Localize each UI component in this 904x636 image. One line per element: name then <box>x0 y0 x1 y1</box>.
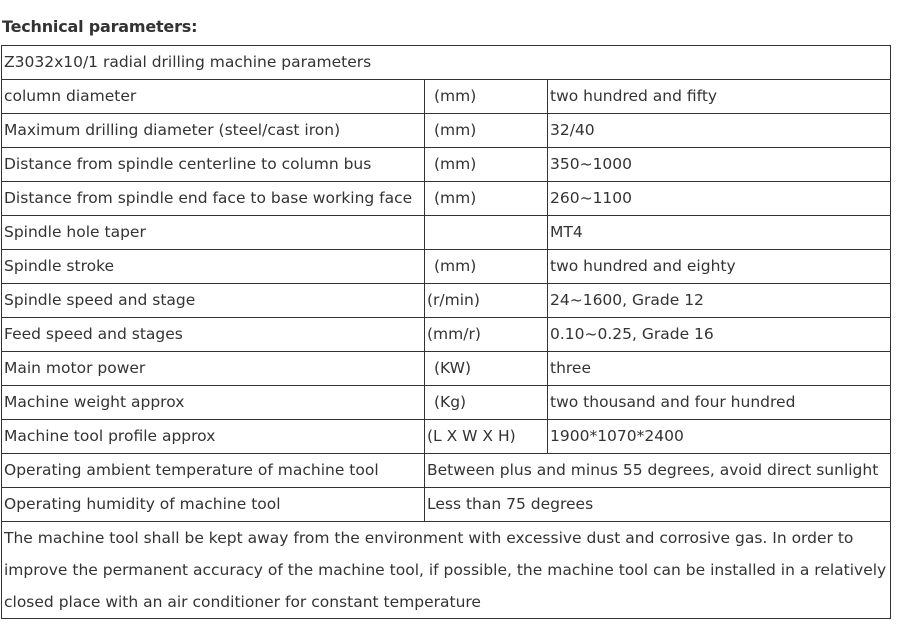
param-unit: (KW) <box>425 352 548 386</box>
param-unit: (mm) <box>425 80 548 114</box>
param-label: Spindle speed and stage <box>2 284 425 318</box>
table-row <box>2 250 891 284</box>
param-value: 32/40 <box>548 114 891 148</box>
page-heading: Technical parameters: <box>2 17 198 36</box>
param-value: Less than 75 degrees <box>425 488 891 522</box>
table-row <box>2 216 891 250</box>
param-value: MT4 <box>548 216 891 250</box>
table-note: The machine tool shall be kept away from the environment with excessive dust and corrosive gas. In order to improve the permanent accuracy of the machine tool, if possible, the machine tool can be installed in a relatively closed place with an air conditioner for constant temperature <box>2 522 891 619</box>
param-label: Distance from spindle end face to base working face <box>2 182 425 216</box>
table-note-row <box>2 522 891 619</box>
table-title: Z3032x10/1 radial drilling machine parameters <box>2 46 891 80</box>
table-row <box>2 114 891 148</box>
param-value: three <box>548 352 891 386</box>
param-label: Spindle stroke <box>2 250 425 284</box>
table-row <box>2 148 891 182</box>
param-label: Operating humidity of machine tool <box>2 488 425 522</box>
param-value: 0.10~0.25, Grade 16 <box>548 318 891 352</box>
param-value: two hundred and fifty <box>548 80 891 114</box>
param-value: two hundred and eighty <box>548 250 891 284</box>
param-value: 260~1100 <box>548 182 891 216</box>
param-label: Operating ambient temperature of machine tool <box>2 454 425 488</box>
param-value: 350~1000 <box>548 148 891 182</box>
param-label: Distance from spindle centerline to column bus <box>2 148 425 182</box>
param-label: Machine weight approx <box>2 386 425 420</box>
table-row <box>2 182 891 216</box>
table-row <box>2 420 891 454</box>
param-unit: (mm) <box>425 148 548 182</box>
table-title-row <box>2 46 891 80</box>
param-label: Machine tool profile approx <box>2 420 425 454</box>
param-label: Spindle hole taper <box>2 216 425 250</box>
table-row <box>2 386 891 420</box>
param-label: column diameter <box>2 80 425 114</box>
table-row <box>2 318 891 352</box>
param-value: two thousand and four hundred <box>548 386 891 420</box>
param-value: Between plus and minus 55 degrees, avoid direct sunlight <box>425 454 891 488</box>
param-label: Maximum drilling diameter (steel/cast iron) <box>2 114 425 148</box>
param-label: Main motor power <box>2 352 425 386</box>
param-label: Feed speed and stages <box>2 318 425 352</box>
param-unit: (mm) <box>425 182 548 216</box>
param-value: 24~1600, Grade 12 <box>548 284 891 318</box>
table-row <box>2 284 891 318</box>
table-row <box>2 488 891 522</box>
param-unit: (r/min) <box>425 284 548 318</box>
table-row <box>2 80 891 114</box>
table-row <box>2 454 891 488</box>
param-unit <box>425 216 548 250</box>
param-unit: (mm) <box>425 250 548 284</box>
param-unit: (L X W X H) <box>425 420 548 454</box>
param-value: 1900*1070*2400 <box>548 420 891 454</box>
parameters-table <box>1 45 891 619</box>
table-row <box>2 352 891 386</box>
param-unit: (mm) <box>425 114 548 148</box>
param-unit: (mm/r) <box>425 318 548 352</box>
param-unit: (Kg) <box>425 386 548 420</box>
